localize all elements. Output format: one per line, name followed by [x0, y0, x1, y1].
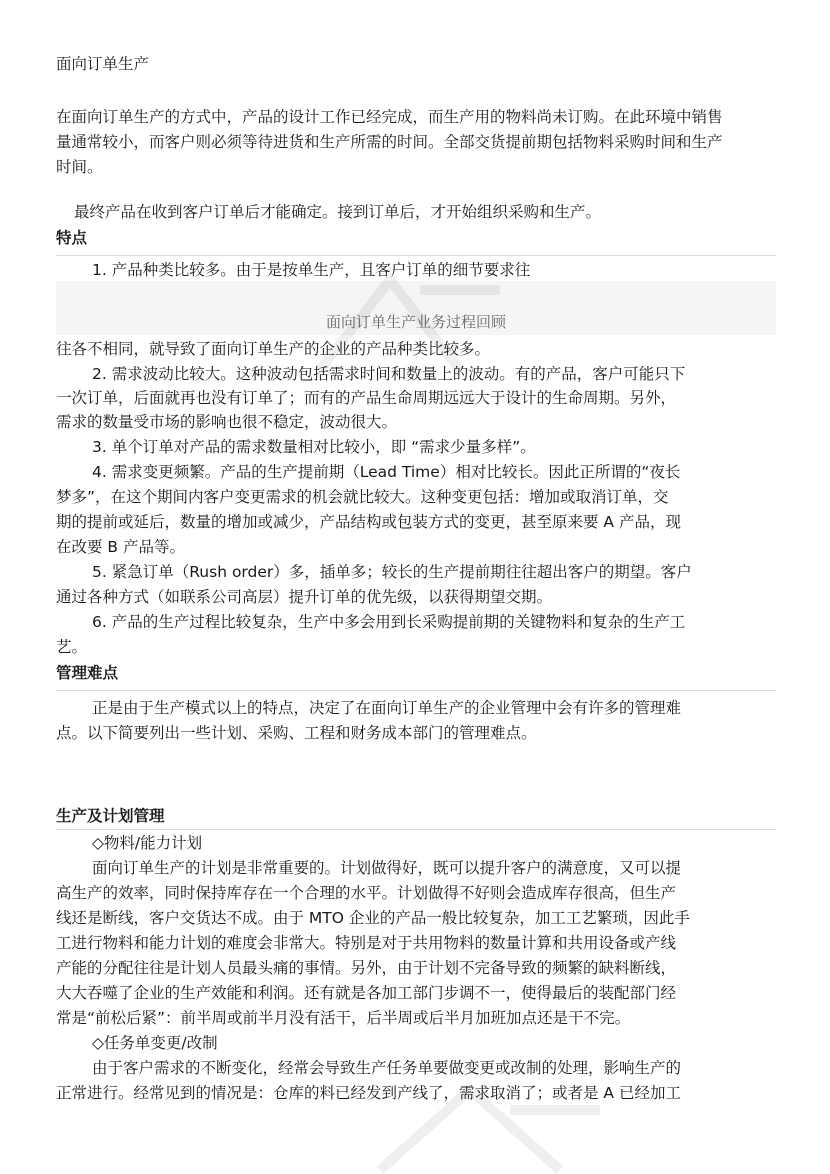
- features-heading: 特点: [56, 229, 88, 247]
- intro-line-2: 量通常较小，而客户则必须等待进货和生产所需的时间。全部交货提前期包括物料采购时间和生产: [56, 133, 723, 151]
- mgmt-heading: 管理难点: [56, 664, 119, 682]
- figure-caption: 面向订单生产业务过程回顾: [325, 313, 506, 331]
- plan-line: 线还是断线，客户交货达不成。由于 MTO 企业的产品一般比较复杂，加工工艺繁琐，因此手: [56, 909, 690, 927]
- plan-line: 常是“前松后紧”：前半周或前半月没有活干，后半周或后半月加班加点还是干不完。: [56, 1009, 631, 1027]
- feature-item-4: 4. 需求变更频繁。产品的生产提前期（Lead Time）相对比较长。因此正所谓的“夜长: [92, 463, 681, 481]
- intro-line-1: 在面向订单生产的方式中，产品的设计工作已经完成，而生产用的物料尚未订购。在此环境中销售: [56, 108, 723, 126]
- feature-line: 一次订单，后面就再也没有订单了；而有的产品生命周期远远大于设计的生命周期。另外，: [56, 389, 677, 407]
- intro-line-3: 时间。: [56, 158, 103, 176]
- feature-line: 在改要 B 产品等。: [56, 538, 185, 556]
- feature-item-6: 6. 产品的生产过程比较复杂，生产中多会用到长采购提前期的关键物料和复杂的生产工: [92, 613, 686, 631]
- plan-line: 高生产的效率，同时保持库存在一个合理的水平。计划做得不好则会造成库存很高，但生产: [56, 884, 677, 902]
- change-line: 由于客户需求的不断变化，经常会导致生产任务单要做变更或改制的处理，影响生产的: [92, 1059, 682, 1077]
- mgmt-line-2: 点。以下简要列出一些计划、采购、工程和财务成本部门的管理难点。: [56, 724, 537, 742]
- change-line: 正常进行。经常见到的情况是：仓库的料已经发到产线了，需求取消了；或者是 A 已经加工: [56, 1084, 681, 1102]
- feature-item-3: 3. 单个订单对产品的需求数量相对比较小，即 “需求少量多样”。: [92, 438, 536, 456]
- plan-subheading-2: ◇任务单变更/改制: [92, 1034, 218, 1052]
- plan-line: 大大吞噬了企业的生产效能和利润。还有就是各加工部门步调不一，使得最后的装配部门经: [56, 984, 677, 1002]
- feature-line: 需求的数量受市场的影响也很不稳定，波动很大。: [56, 413, 398, 431]
- intro-paragraph-2: 最终产品在收到客户订单后才能确定。接到订单后，才开始组织采购和生产。: [74, 203, 602, 221]
- heading-divider: [56, 690, 776, 691]
- plan-subheading-1: ◇物料/能力计划: [92, 834, 203, 852]
- feature-item-2: 2. 需求波动比较大。这种波动包括需求时间和数量上的波动。有的产品，客户可能只下: [92, 365, 686, 383]
- feature-line: 通过各种方式（如联系公司高层）提升订单的优先级，以获得期望交期。: [56, 588, 553, 606]
- plan-line: 工进行物料和能力计划的难度会非常大。特别是对于共用物料的数量计算和共用设备或产线: [56, 934, 677, 952]
- feature-line: 梦多”，在这个期间内客户变更需求的机会就比较大。这种变更包括：增加或取消订单，交: [56, 488, 669, 506]
- mgmt-line-1: 正是由于生产模式以上的特点，决定了在面向订单生产的企业管理中会有许多的管理难: [92, 699, 682, 717]
- feature-item-1: 1. 产品种类比较多。由于是按单生产，且客户订单的细节要求往: [92, 261, 531, 279]
- plan-line: 面向订单生产的计划是非常重要的。计划做得好，既可以提升客户的满意度，又可以提: [92, 859, 682, 877]
- heading-divider: [56, 829, 776, 830]
- plan-line: 产能的分配往往是计划人员最头痛的事情。另外，由于计划不完备导致的频繁的缺料断线，: [56, 959, 677, 977]
- plan-heading: 生产及计划管理: [56, 807, 165, 825]
- feature-line: 期的提前或延后，数量的增加或减少，产品结构或包装方式的变更，甚至原来要 A 产品，现: [56, 513, 681, 531]
- feature-line: 艺。: [56, 638, 88, 656]
- feature-line: 往各不相同，就导致了面向订单生产的企业的产品种类比较多。: [56, 340, 491, 358]
- heading-divider: [56, 255, 776, 256]
- doc-title: 面向订单生产: [56, 55, 150, 73]
- feature-item-5: 5. 紧急订单（Rush order）多，插单多；较长的生产提前期往往超出客户的期望。客户: [92, 563, 692, 581]
